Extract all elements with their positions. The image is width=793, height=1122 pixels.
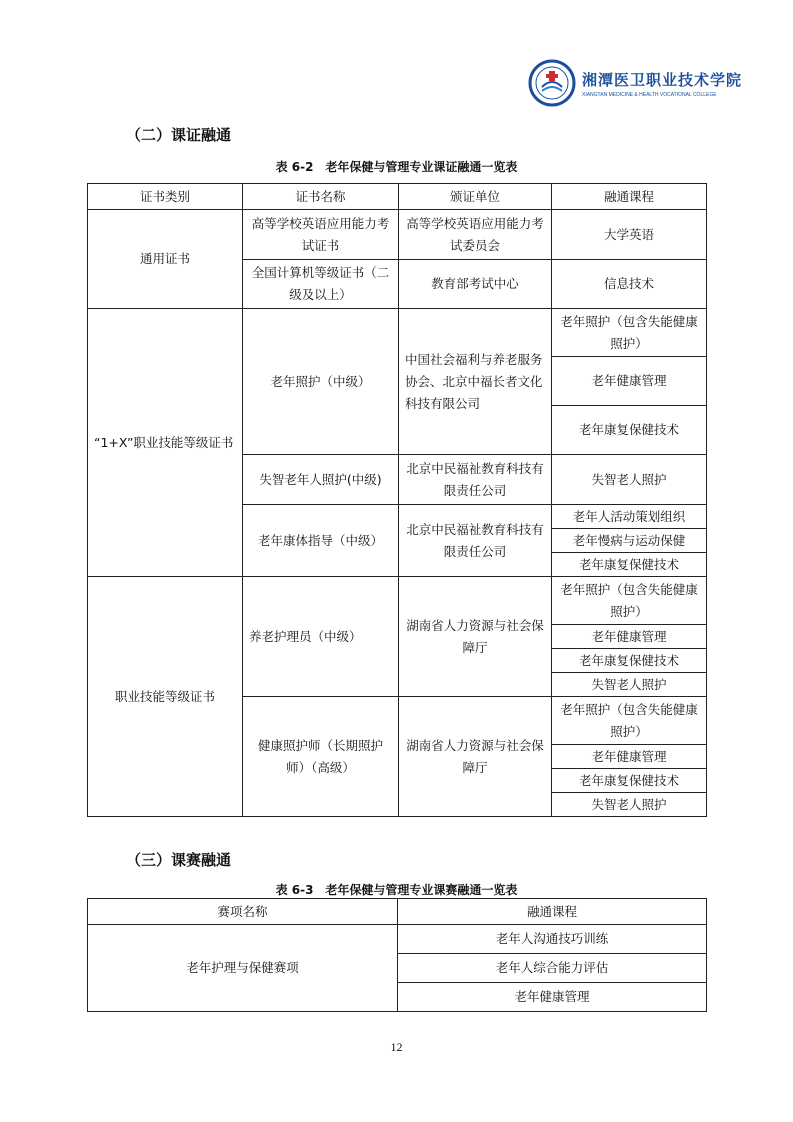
linked-course: 老年健康管理 (552, 625, 707, 649)
linked-course: 老年人综合能力评估 (398, 954, 707, 983)
certificate-name: 全国计算机等级证书（二级及以上） (243, 260, 399, 309)
certificate-name: 高等学校英语应用能力考试证书 (243, 210, 399, 260)
certificate-name: 老年照护（中级） (243, 309, 399, 455)
issuing-authority: 教育部考试中心 (399, 260, 552, 309)
table-6-2-caption: 表 6-2 老年保健与管理专业课证融通一览表 (275, 160, 518, 174)
certificate-name: 老年康体指导（中级） (243, 505, 399, 577)
table-row (88, 577, 707, 625)
linked-course: 失智老人照护 (552, 793, 707, 817)
linked-course: 失智老人照护 (552, 455, 707, 505)
linked-course: 老年康复保健技术 (552, 649, 707, 673)
course-certificate-table (87, 183, 707, 817)
issuing-authority: 北京中民福祉教育科技有限责任公司 (399, 505, 552, 577)
table-row (88, 925, 707, 954)
table-row (88, 309, 707, 357)
certificate-category: “1+X”职业技能等级证书 (88, 309, 243, 577)
header-cell: 融通课程 (552, 184, 707, 210)
linked-course: 老年人活动策划组织 (552, 505, 707, 529)
college-name-cn: 湘潭医卫职业技术学院 (582, 70, 743, 89)
certificate-name: 养老护理员（中级） (243, 577, 399, 697)
header-cell: 融通课程 (398, 899, 707, 925)
linked-course: 老年健康管理 (552, 745, 707, 769)
certificate-category: 通用证书 (88, 210, 243, 309)
certificate-category: 职业技能等级证书 (88, 577, 243, 817)
header-cell: 证书名称 (243, 184, 399, 210)
linked-course: 大学英语 (552, 210, 707, 260)
linked-course: 老年照护（包含失能健康照护） (552, 309, 707, 357)
issuing-authority: 高等学校英语应用能力考试委员会 (399, 210, 552, 260)
header-cell: 颁证单位 (399, 184, 552, 210)
linked-course: 老年康复保健技术 (552, 769, 707, 793)
page-number: 12 (390, 1040, 403, 1054)
linked-course: 老年人沟通技巧训练 (398, 925, 707, 954)
issuing-authority: 中国社会福利与养老服务协会、北京中福长者文化科技有限公司 (399, 309, 552, 455)
section-title-course-competition: （三）课赛融通 (126, 851, 232, 869)
college-name-en: XIANGTAN MEDICINE & HEALTH VOCATIONAL COLLEGE (582, 91, 717, 98)
certificate-name: 健康照护师（长期照护师）（高级） (243, 697, 399, 817)
issuing-authority: 湖南省人力资源与社会保障厅 (399, 697, 552, 817)
linked-course: 信息技术 (552, 260, 707, 309)
issuing-authority: 北京中民福祉教育科技有限责任公司 (399, 455, 552, 505)
linked-course: 老年健康管理 (552, 357, 707, 406)
header-cell: 赛项名称 (88, 899, 398, 925)
course-competition-table (87, 898, 707, 1012)
table-header-row (88, 184, 707, 210)
linked-course: 老年康复保健技术 (552, 553, 707, 577)
section-title-course-certificate: （二）课证融通 (126, 126, 232, 144)
linked-course: 失智老人照护 (552, 673, 707, 697)
linked-course: 老年康复保健技术 (552, 406, 707, 455)
table-header-row (88, 899, 707, 925)
linked-course: 老年照护（包含失能健康照护） (552, 577, 707, 625)
header-cell: 证书类别 (88, 184, 243, 210)
college-logo (528, 58, 743, 108)
competition-event: 老年护理与保健赛项 (88, 925, 398, 1012)
linked-course: 老年健康管理 (398, 983, 707, 1012)
college-emblem-icon (528, 59, 576, 107)
table-6-3-caption: 表 6-3 老年保健与管理专业课赛融通一览表 (275, 883, 518, 897)
certificate-name: 失智老年人照护(中级) (243, 455, 399, 505)
linked-course: 老年照护（包含失能健康照护） (552, 697, 707, 745)
issuing-authority: 湖南省人力资源与社会保障厅 (399, 577, 552, 697)
linked-course: 老年慢病与运动保健 (552, 529, 707, 553)
table-row (88, 210, 707, 260)
